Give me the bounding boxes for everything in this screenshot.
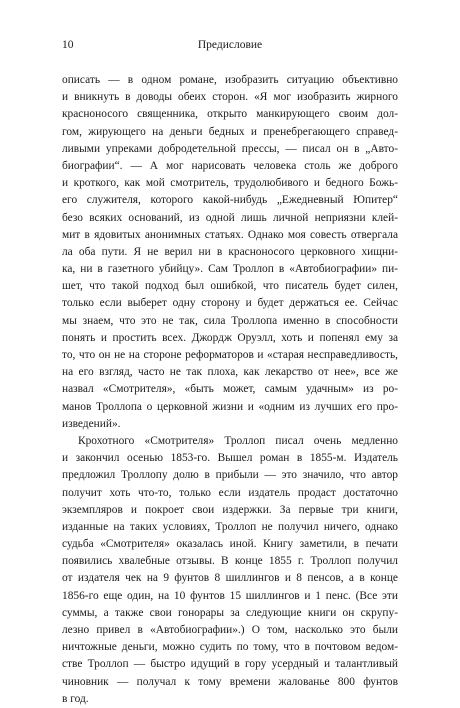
body-text	[62, 72, 398, 708]
text-line: и кроткого, как мой смотритель, трудолюбивого и бедного Божь-	[62, 177, 398, 190]
page-number: 10	[62, 39, 74, 51]
text-line: лезно привел в «Автобиографии».) О том, насколько это были	[62, 624, 398, 636]
paragraph-2	[62, 433, 398, 708]
text-line: гом, жирующего на деньги бедных и пренебрегающего справед-	[62, 125, 398, 138]
text-line: появились хвалебные отзывы. В конце 1855 г. Троллоп получил	[62, 555, 398, 568]
text-line: только если выберет одну сторону и будет держаться ее. Сейчас	[62, 297, 398, 310]
text-line: безо всяких оснований, из одной лишь личной неприязни клей-	[62, 211, 398, 224]
text-line: изведений».	[62, 417, 121, 430]
text-line: стве Троллоп — быстро идущий в гору усердный и талантливый	[62, 658, 398, 671]
text-line: экземпляров и покроет свои издержки. За первые три книги,	[62, 503, 398, 516]
text-line: описать — в одном романе, изобразить ситуацию объективно	[62, 74, 398, 86]
text-line: ничтожные деньги, можно судить по тому, что в почтовом ведом-	[62, 641, 398, 654]
text-line: ла оба пути. Я не верил ни в красноносого церковного хищни-	[62, 245, 398, 258]
running-head	[62, 37, 398, 53]
text-line: биографии“. — А мог нарисовать человека столь же доброго	[62, 159, 398, 172]
text-line: в год.	[62, 692, 89, 705]
text-line: его служителя, которого какой-нибудь „Ежедневный Юпитер“	[62, 194, 398, 207]
text-line: красноносого священника, открыто манкирующего своим дол-	[62, 108, 398, 121]
text-line: мит в ядовитых анонимных статьях. Однако моя совесть отвергала	[62, 228, 398, 241]
text-line: судьба «Смотрителя» оказалась иной. Книгу заметили, в печати	[62, 538, 398, 551]
text-line: на его взгляд, часто не так плоха, как лекарство от нее», все же	[62, 366, 398, 379]
text-line: суммы, а также свои гонорары за следующие книги он скрупу-	[62, 606, 398, 619]
text-line: 1856-го еще один, на 10 фунтов 15 шиллингов и 1 пенс. (Все эти	[62, 589, 398, 602]
text-line: манов Троллопа о церковной жизни и «одним из лучших его про-	[62, 400, 398, 413]
text-line: и закончил осенью 1853-го. Вышел роман в 1855-м. Издатель	[62, 452, 398, 465]
paragraph-1	[62, 72, 398, 433]
text-line: чиновник — получал к тому времени жалованье 800 фунтов	[62, 675, 398, 688]
text-line: Крохотного «Смотрителя» Троллоп писал очень медленно	[78, 434, 398, 447]
text-line: мы знаем, что это не так, сила Троллопа именно в способности	[62, 314, 398, 327]
text-line: назвал «Смотрителя», «быть может, самым удачным» из ро-	[62, 383, 398, 396]
text-line: изданные на таких условиях, Троллоп не получил ничего, однако	[62, 520, 398, 533]
text-line: ливыми упреками добродетельной прессы, — писал он в „Авто-	[62, 142, 398, 155]
text-line: ка, ни в газетного убийцу». Сам Троллоп в «Автобиографии» пи-	[62, 263, 398, 276]
text-line: получит хоть что-то, только если издатель продаст достаточно	[62, 486, 398, 499]
text-line: от издателя чек на 9 фунтов 8 шиллингов и 8 пенсов, а в конце	[62, 572, 398, 585]
running-title: Предисловие	[197, 39, 263, 51]
text-line: понять и простить всех. Джордж Оруэлл, хоть и попенял ему за	[62, 331, 398, 344]
text-line: предложил Троллопу долю в прибыли — это значило, что автор	[62, 469, 398, 482]
text-line: шет, что такой подход был ошибкой, что писатель будет силен,	[62, 280, 398, 293]
text-line: то, что он не на стороне реформаторов и «старая несправедливость,	[62, 349, 398, 361]
text-line: и вникнуть в доводы обеих сторон. «Я мог изобразить жирного	[62, 91, 398, 104]
